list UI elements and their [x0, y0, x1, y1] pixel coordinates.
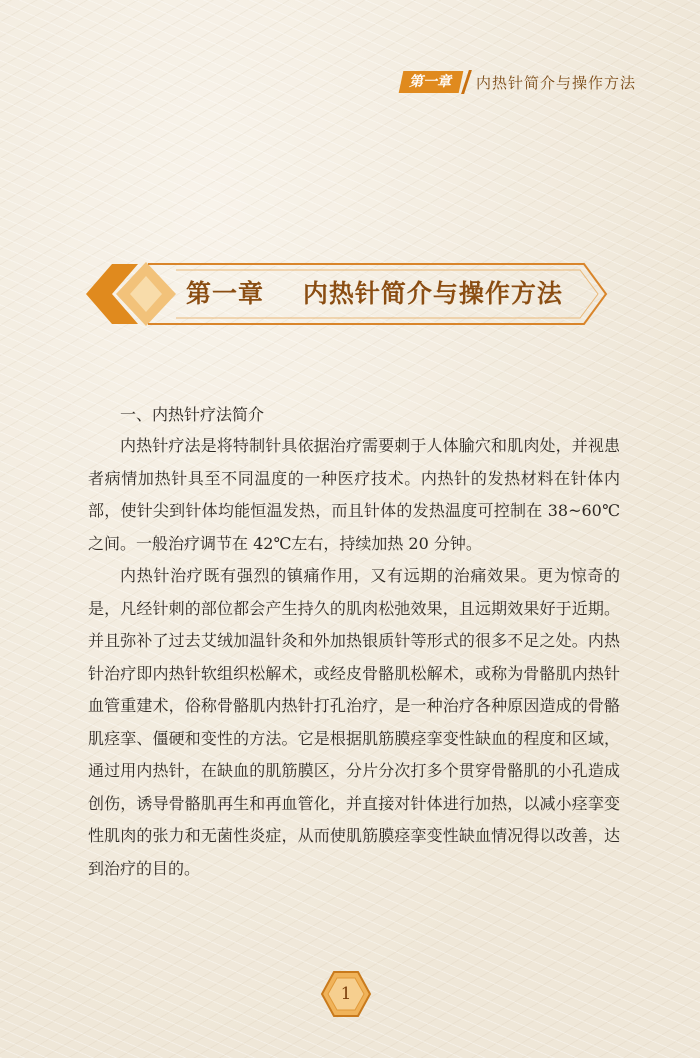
page-number: 1	[340, 984, 352, 1004]
section-heading: 一、内热针疗法简介	[120, 405, 265, 424]
chapter-banner	[86, 258, 610, 330]
running-header	[401, 70, 636, 94]
paragraph: 内热针治疗既有强烈的镇痛作用，又有远期的治痛效果。更为惊奇的是，凡经针刺的部位都会产生持久的肌肉松弛效果，且远期效果好于近期。并且弥补了过去艾绒加温针灸和外加热银质针等形式的很多不足之处。内热针治疗即内热针软组织松解术，或经皮骨骼肌松解术，或称为骨骼肌内热针血管重建术，俗称骨骼肌内热针打孔治疗，是一种治疗各种原因造成的骨骼肌痉挛、僵硬和变性的方法。它是根据肌筋膜痉挛变性缺血的程度和区域，通过用内热针，在缺血的肌筋膜区，分片分次打多个贯穿骨骼肌的小孔造成创伤，诱导骨骼肌再生和再血管化，并直接对针体进行加热，以减小痉挛变性肌肉的张力和无菌性炎症，从而使肌筋膜痉挛变性缺血情况得以改善，达到治疗的目的。	[88, 566, 620, 878]
running-header-title: 内热针简介与操作方法	[475, 73, 636, 92]
body-text	[88, 430, 620, 885]
page-number-badge	[320, 970, 372, 1018]
running-header-chapter: 第一章	[408, 74, 451, 90]
chapter-title: 第一章 内热针简介与操作方法	[186, 279, 563, 308]
running-header-chapter-badge	[399, 71, 464, 93]
paragraph: 内热针疗法是将特制针具依据治疗需要刺于人体腧穴和肌肉处，并视患者病情加热针具至不同温度的一种医疗技术。内热针的发热材料在针体内部，使针尖到针体均能恒温发热，而且针体的发热温度可控制在 38~60℃之间。一般治疗调节在 42℃左右，持续加热 20 分钟。	[88, 436, 620, 553]
